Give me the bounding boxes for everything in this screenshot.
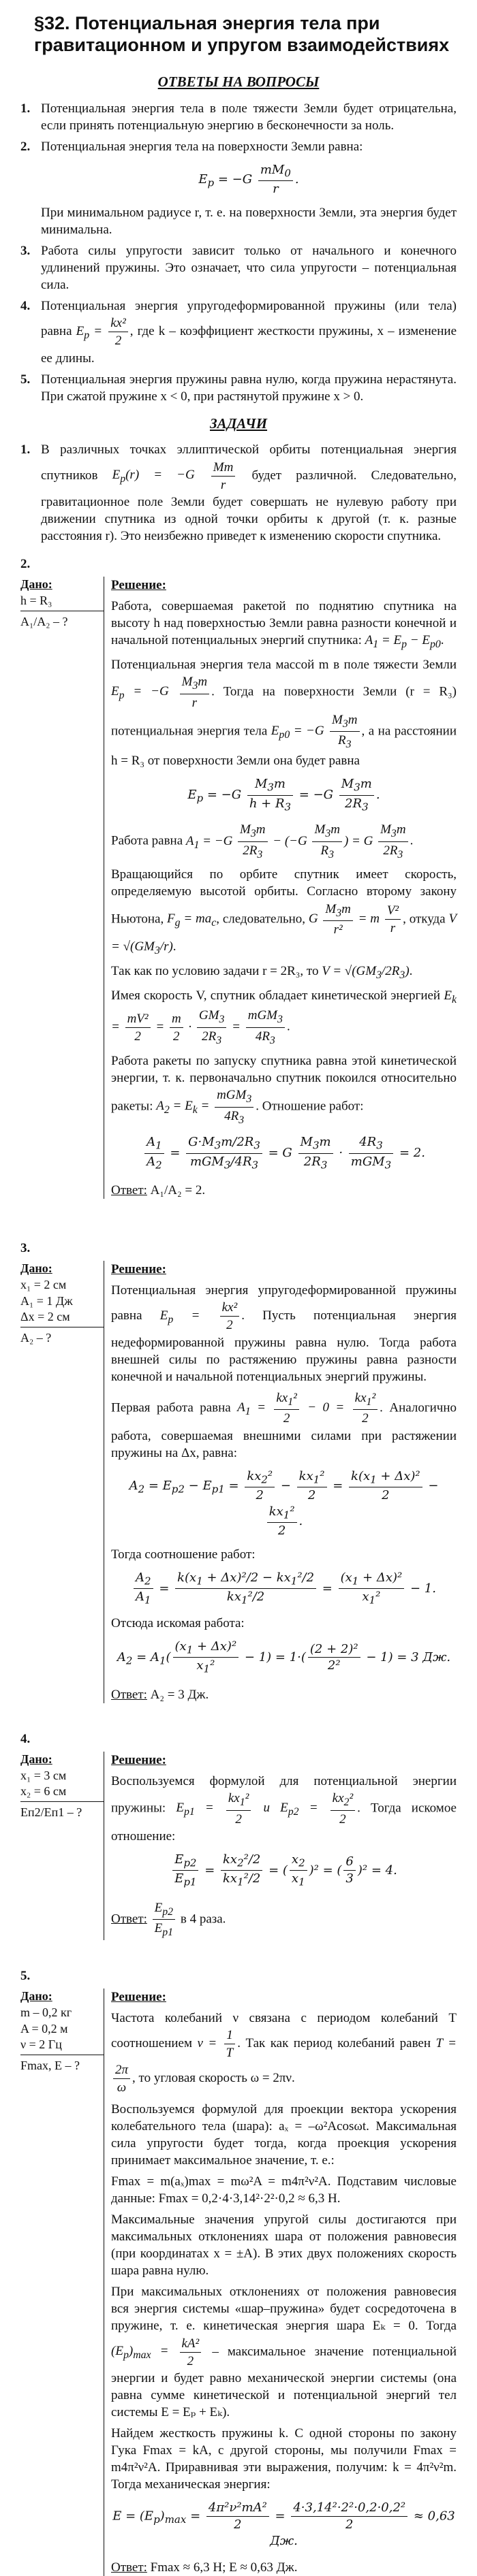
task-3 — [20, 1261, 457, 1703]
task-2 — [20, 577, 457, 1199]
task-3-number: 3. — [20, 1241, 31, 1256]
task-4 — [20, 1752, 457, 1940]
list-item: 3. Работа силы упругости зависит только от начального и конечного удлинений пружины. Это означает, что сила упругости – потенциальная сила. — [20, 244, 457, 293]
list-item: 2. Потенциальная энергия тела на поверхности Земли равна: $E_p = -G$ $\frac{mM_0}{r}$ . При минимальном радиусе r, т. е. на поверхности Земли, эта энергия будет минимальна. — [20, 139, 457, 237]
list-item: 1. Потенциальная энергия тела в поле тяжести Земли будет отрицательна, если принять потенциальную энергию в бесконечности за ноль. — [20, 101, 457, 133]
solution-block: Решение: Работа, совершаемая ракетой по поднятию спутника на высоту h над поверхностью Земли равна разности конечной и начальной потенциальных энергий спутника: $A_1 = E_p - E_{p0}$. Потенциальная энергия тела массой m в поле тяжести Земли $E_p = -G$ $\frac{M_3m}{r}$ . Тогда на поверхности Земли (r = R₃) потенциальная энергия тела $E_{p0} = -G$ $\frac{M_3m}{R_3}$ , а на расстоянии h = R₃ от поверхности Земли она будет равна $E_p = -G$ $\frac{M_3m}{h + R_3}$ = −G $\frac{M_3m}{2R_3}$ . Работа равна $A_1 = -G$ $\frac{M_3m}{2R_3}$ − (−G $\frac{M_3m}{R_3}$ ) = G $\frac{M_3m}{2R_3}$ . Вращающийся по орбите спутник имеет скорость, определяемую высотой орбиты. Согласно второму закону Ньютона, $F_g = ma_c$, следовательно, G $\frac{M_3m}{\text{r²}}$ = m $\frac{\text{V²}}{r}$ , откуда $V = √(GM_3/r)$. Так как по условию задачи r = 2R₃, то $V = √(GM_3/2R_3)$. Имея скорость V, спутник обладает кинетической энергией $E_k$ = $\frac{\text{mV²}}{2}$ = $\frac{m}{2}$ · $\frac{GM_3}{2R_3}$ = $\frac{mGM_3}{4R_3}$ . Работа ракеты по запуску спутника равна этой кинетической энергии, т. к. первоначально спутник покоился относительно ракеты: $A_2 = E_k$ = $\frac{mGM_3}{4R_3}$ . Отношение работ: $\frac{A_1}{A_2}$ = $\frac{G\cdot M_3m/2R_3}{mGM_3/4R_3}$ = G $\frac{M_3m}{2R_3}$ · $\frac{4R_3}{mGM_3}$ = 2. Ответ: A₁/A₂ = 2. — [111, 578, 457, 1198]
list-item: 4. Потенциальная энергия упругодеформированной пружины (или тела) равна $E_p$ = $\frac{\text{kx²}}{2}$ , где k – коэффициент жесткости пружины, x – изменение ее длины. — [20, 299, 457, 366]
task-5-number: 5. — [20, 1968, 31, 1983]
solution-block: Решение: Воспользуемся формулой для потенциальной энергии пружины: $E_{p1}$ = $\frac{kx_1^2}{2}$ и $E_{p2}$ = $\frac{kx_2^2}{2}$ . Тогда искомое отношение: $\frac{E_{p2}}{E_{p1}}$ = $\frac{kx_2^2/2}{kx_1^2/2}$ = ( $\frac{x_2}{x_1}$ )² = ( $\frac{6}{3}$ )² = 4. Ответ: $\frac{E_{p2}}{E_{p1}}$ в 4 раза. — [111, 1752, 457, 1939]
given-block: Дано: x₁ = 2 см A₁ = 1 Дж Δx = 2 см A₂ – ? — [20, 1261, 104, 1703]
page-title: §32. Потенциальная энергия тела при гравитационном и упругом взаимодействиях — [34, 13, 450, 56]
task-5 — [20, 1989, 457, 2576]
task-2-number: 2. — [20, 556, 31, 571]
answers-heading: ОТВЕТЫ НА ВОПРОСЫ — [157, 73, 320, 90]
task-4-number: 4. — [20, 1731, 31, 1746]
solution-block: Решение: Частота колебаний ν связана с периодом колебаний T соотношением ν = $\frac{1}{T}$ . Так как период колебаний равен T = $\frac{2\pi}{\omega}$ , то угловая скорость ω = 2πν. Воспользуемся формулой для проекции вектора ускорения колебательного тела (шара): aₓ = –ω²Acosωt. Максимальная сила упругости будет тогда, когда проекция ускорения принимает максимальное значение, т. е.: Fmax = m(aₓ)max = mω²A = m4π²ν²A. Подставим числовые данные: Fmax = 0,2·4·3,14²·2²·0,2 ≈ 6,3 Н. Максимальные значения упругой силы достигаются при максимальных отклонениях шара от положения равновесия (при координатах x = ±A). В этих двух положениях скорость шара равна нулю. При максимальных отклонениях от положения равновесия вся энергия системы «шар–пружина» будет сосредоточена в пружине, т. е. кинетическая энергия шара Eₖ = 0. Тогда $(E_p)_{max}$ = $\frac{\text{kA²}}{2}$ – максимальное значение потенциальной энергии и будет равно механической энергии системы (она равна сумме кинетической и потенциальной энергий тел системы E = Eₚ + Eₖ). Найдем жесткость пружины k. С одной стороны по закону Гука Fmax = kA, с другой стороны, мы получили Fmax = m4π²ν²A. Приравнивая эти выражения, получим: k = 4π²ν²m. Тогда механическая энергия: $E = (E_p)_{max}$ = $\frac{\text{4π²ν²mA²}}{2}$ = $\frac{\text{4·3,14²·2²·0,2·0,2²}}{2}$ ≈ 0,63 Дж. Ответ: Fmax ≈ 6,3 Н; E ≈ 0,63 Дж. — [111, 1990, 457, 2575]
given-block: Дано: h = R₃ A₁/A₂ – ? — [20, 577, 104, 1199]
task-1: 1. В различных точках эллиптической орбиты потенциальная энергия спутников $E_p(r) = -G$ $\frac{Mm}{r}$ будет различной. Следовательно, гравитационное поле Земли будет совершать не нулевую работу при движении спутника из одной точки орбиты к другой (т. к. разные расстояния r). Это неизбежно приведет к изменению скорости спутника. — [20, 442, 457, 543]
list-item: 5. Потенциальная энергия пружины равна нулю, когда пружина нерастянута. При сжатой пружине x < 0, при растянутой пружине x > 0. — [20, 372, 457, 404]
solution-block: Решение: Потенциальная энергия упругодеформированной пружины равна $E_p$ = $\frac{\text{kx²}}{2}$ . Пусть потенциальная энергия недеформированной пружины равна нулю. Тогда работа внешней силы по растяжению пружины равна разности конечной и начальной потенциальных энергий пружины. Первая работа равна $A_1$ = $\frac{kx_1^2}{2}$ − 0 = $\frac{kx_1^2}{2}$ . Аналогично работа, совершаемая внешними силами при растяжении пружины на Δx, равна: $A_2 = E_{p2} - E_{p1}$ = $\frac{kx_2^2}{2}$ − $\frac{kx_1^2}{2}$ = $\frac{k(x_1 + \Delta x)^2}{2}$ − $\frac{kx_1^2}{2}$ . Тогда соотношение работ: $\frac{A_2}{A_1}$ = $\frac{k(x_1 + \Delta x)^2/2 - kx_1^2/2}{kx_1^2/2}$ = $\frac{(x_1 + \Delta x)^2}{x_1^2}$ − 1. Отсюда искомая работа: $A_2 = A_1$( $\frac{(x_1 + \Delta x)^2}{x_1^2}$ − 1) = 1·( $\frac{\text{(2 + 2)²}}{\text{2²}}$ − 1) = 3 Дж. Ответ: A₂ = 3 Дж. — [111, 1262, 457, 1702]
given-block: Дано: m – 0,2 кг A = 0,2 м ν = 2 Гц Fmax, E – ? — [20, 1989, 104, 2576]
given-block: Дано: x₁ = 3 см x₂ = 6 см Eп2/Eп1 – ? — [20, 1752, 104, 1940]
tasks-heading: ЗАДАЧИ — [209, 415, 268, 432]
formula: $E_p = -G$ $\frac{mM_0}{r}$ . — [198, 162, 299, 197]
